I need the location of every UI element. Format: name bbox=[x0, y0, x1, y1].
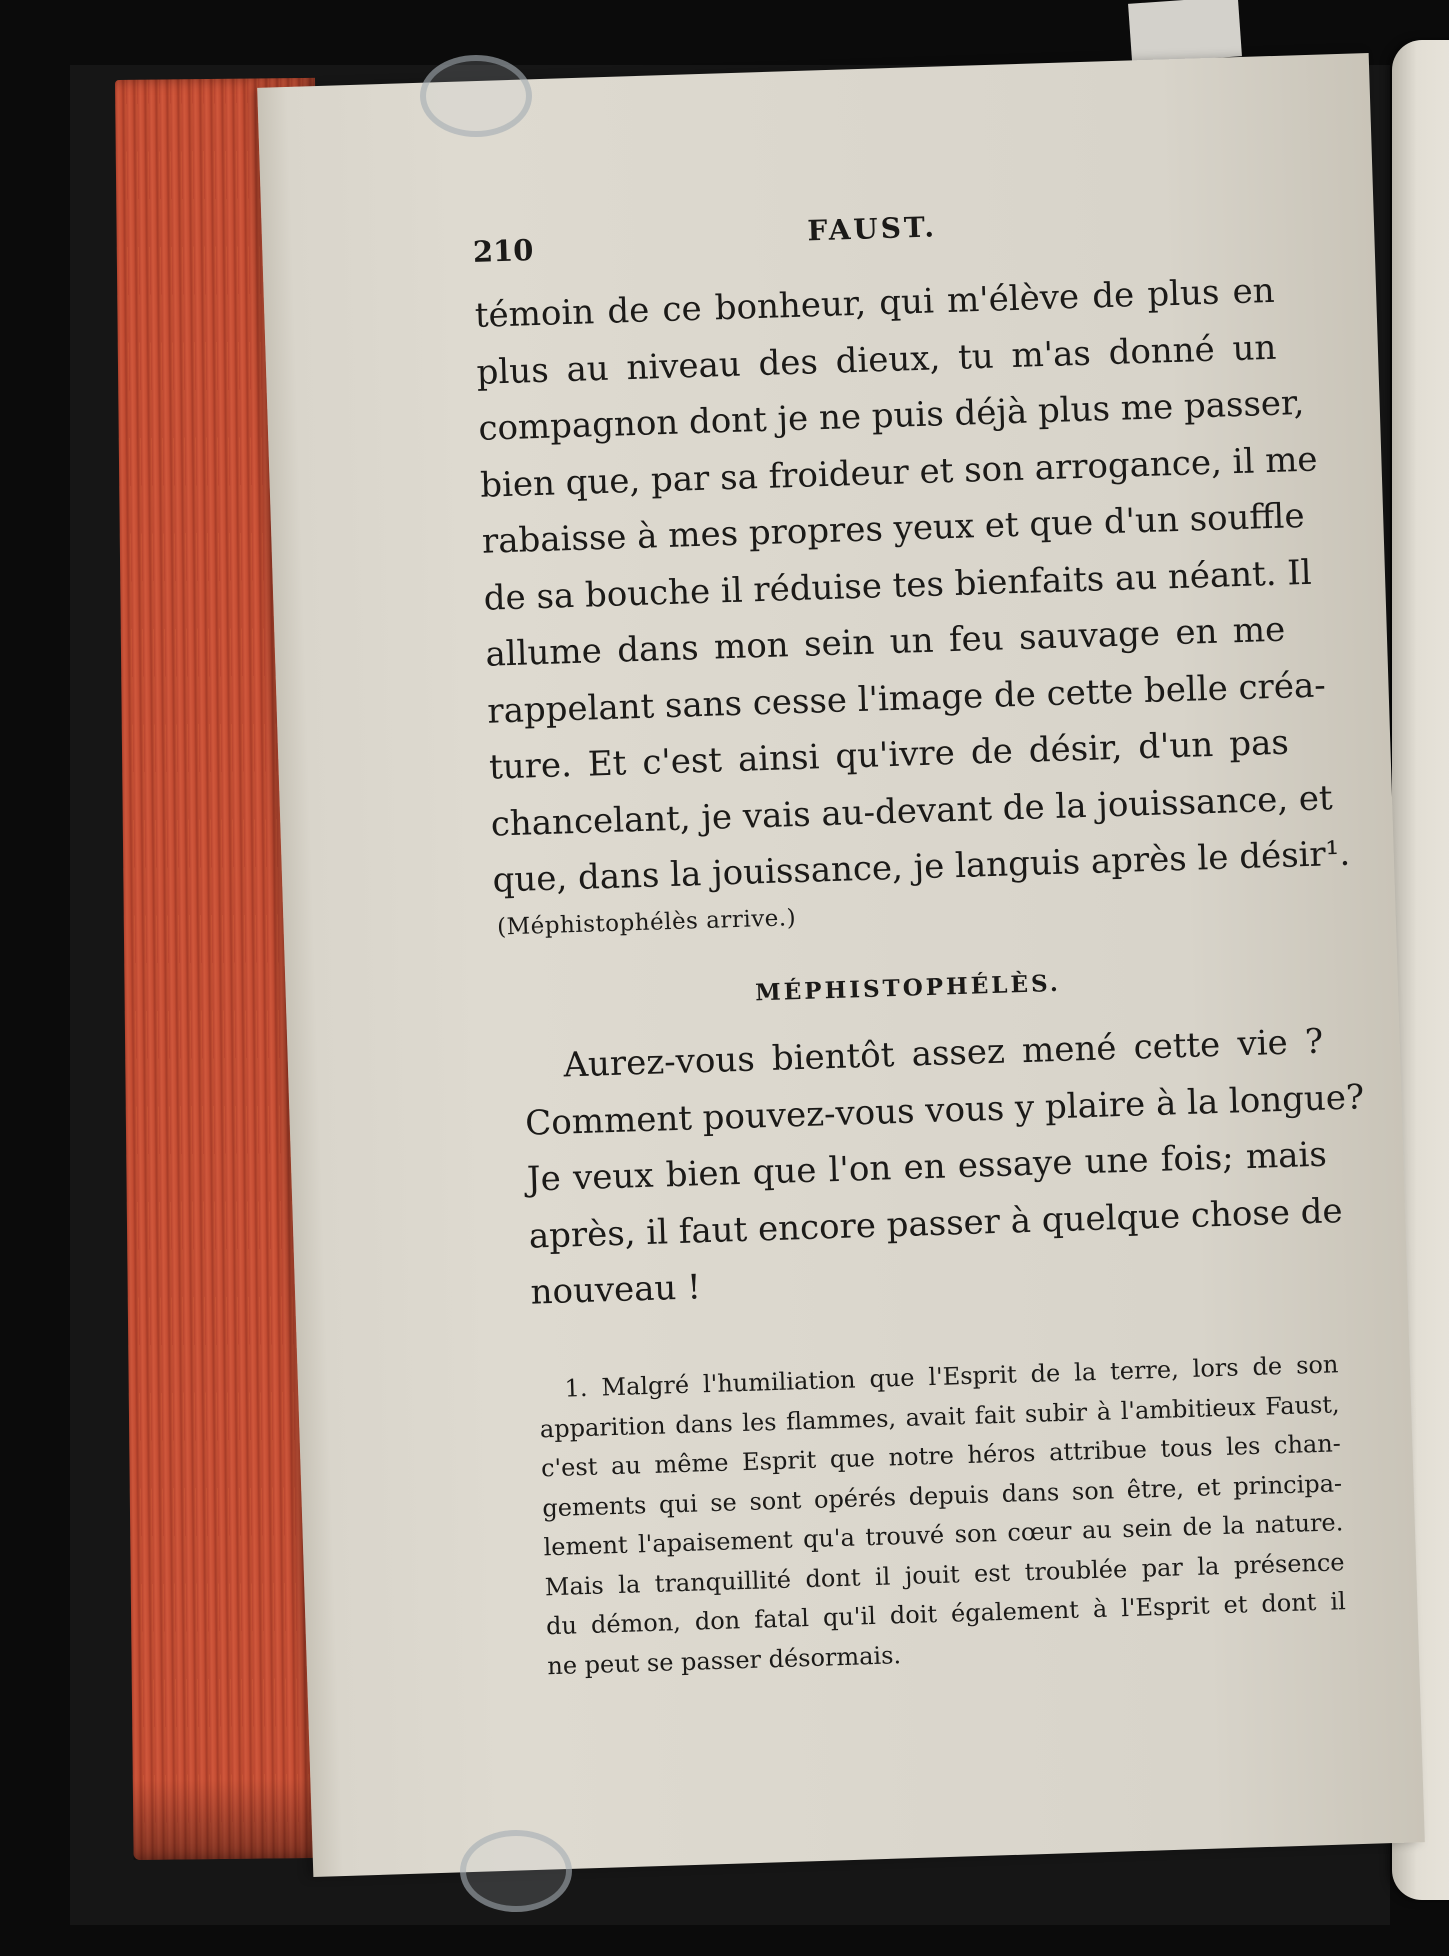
footnote-line: ne peut se passer désormais. bbox=[546, 1640, 902, 1680]
text-line: témoin de ce bonheur, qui m'élève de plus en bbox=[474, 270, 1276, 336]
footnote bbox=[538, 1345, 1348, 1686]
footnote-line: lement l'apaisement qu'a trouvé son cœur au sein de la nature. bbox=[543, 1508, 1344, 1562]
footnote-line: c'est au même Esprit que notre héros attribue tous les chan- bbox=[540, 1429, 1342, 1483]
text-line: après, il faut encore passer à quelque chose de bbox=[528, 1190, 1344, 1257]
stage-direction: (Méphistophélès arrive.) bbox=[496, 905, 797, 941]
running-title: FAUST. bbox=[806, 210, 938, 248]
footnote-line: apparition dans les flammes, avait fait subir à l'ambitieux Faust, bbox=[539, 1389, 1340, 1443]
text-line: que, dans la jouissance, je languis après le désir¹. bbox=[492, 833, 1351, 901]
footnote-line: Mais la tranquillité dont il jouit est troublée par la présence bbox=[544, 1547, 1345, 1601]
speech-paragraph bbox=[523, 1014, 1365, 1321]
text-line: nouveau ! bbox=[530, 1267, 702, 1313]
page-number: 210 bbox=[472, 233, 534, 269]
text-line: Comment pouvez-vous vous y plaire à la longue? bbox=[524, 1076, 1365, 1144]
page-clip-top bbox=[420, 55, 532, 137]
text-line: rappelant sans cesse l'image de cette belle créa- bbox=[486, 664, 1327, 732]
text-line: rabaisse à mes propres yeux et que d'un souffle bbox=[481, 495, 1306, 562]
page-header bbox=[472, 199, 1293, 275]
text-line: bien que, par sa froideur et son arrogance, il me bbox=[479, 439, 1319, 506]
text-line: de sa bouche il réduise tes bienfaits au néant. Il bbox=[483, 552, 1313, 619]
text-line: allume dans mon sein un feu sauvage en me bbox=[484, 609, 1286, 675]
footnote-line: gements qui se sont opérés depuis dans son être, et principa- bbox=[541, 1468, 1343, 1522]
text-line: chancelant, je vais au-devant de la jouissance, et bbox=[490, 777, 1334, 845]
speaker-name: MÉPHISTOPHÉLÈS. bbox=[754, 969, 1062, 1007]
text-line: compagnon dont je ne puis déjà plus me passer, bbox=[477, 382, 1305, 449]
footnote-line: du démon, don fatal qu'il doit également à l'Esprit et dont il bbox=[545, 1587, 1347, 1641]
footnote-line: 1. Malgré l'humiliation que l'Esprit de la terre, lors de son bbox=[564, 1350, 1339, 1403]
text-line: Aurez-vous bientôt assez mené cette vie ? bbox=[562, 1021, 1324, 1086]
page-clip-bottom bbox=[460, 1830, 572, 1912]
text-line: plus au niveau des dieux, tu m'as donné un bbox=[476, 327, 1277, 393]
text-line: Je veux bien que l'on en essaye une fois; mais bbox=[526, 1134, 1328, 1200]
body-paragraph bbox=[474, 263, 1351, 909]
text-line: ture. Et c'est ainsi qu'ivre de désir, d'un pas bbox=[488, 722, 1290, 788]
